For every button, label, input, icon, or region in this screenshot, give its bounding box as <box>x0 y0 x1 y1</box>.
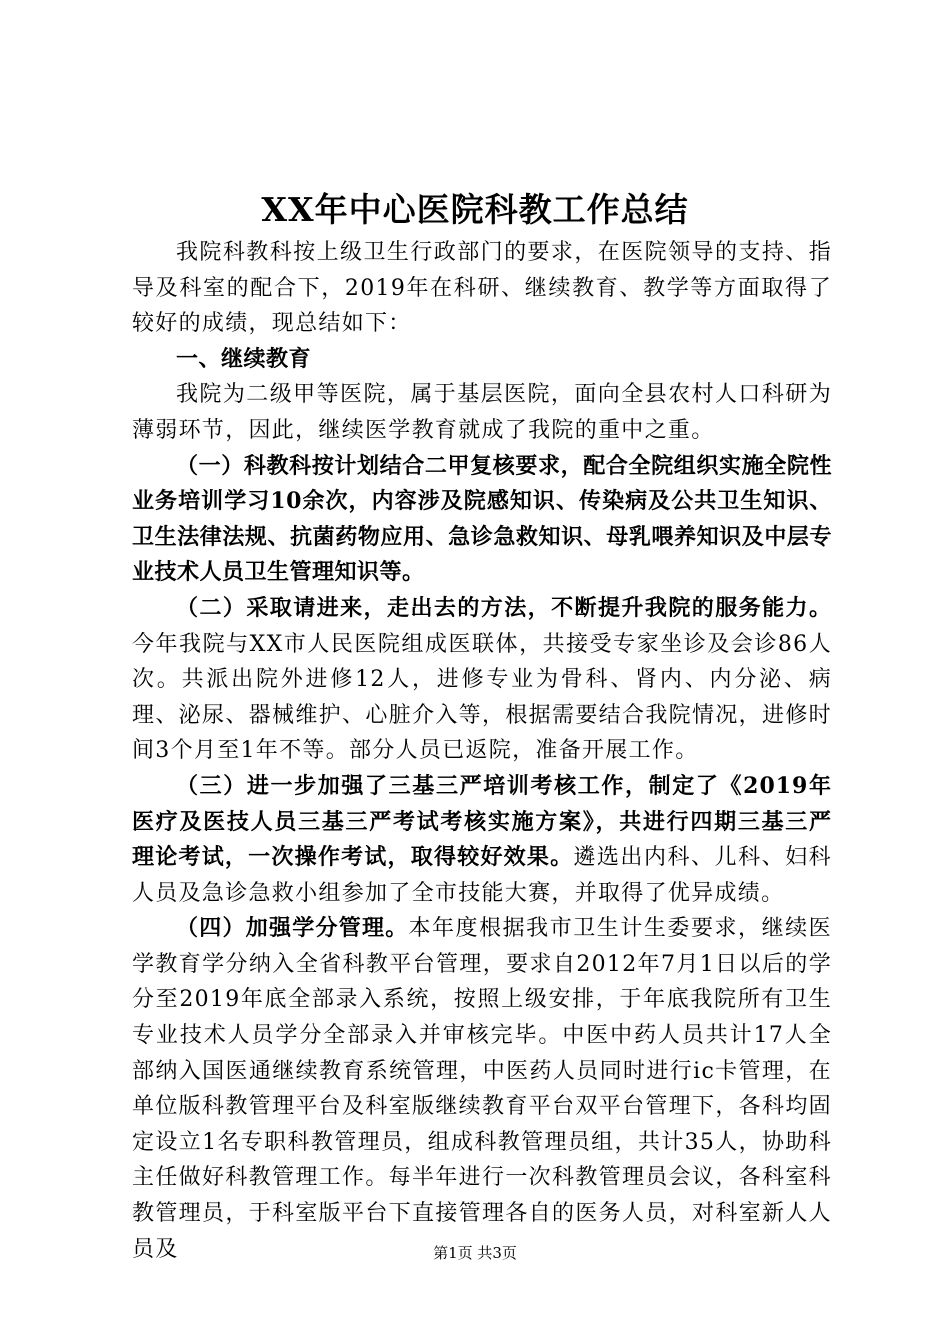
paragraph-item-1: （一）科教科按计划结合二甲复核要求，配合全院组织实施全院性业务培训学习10余次，内容涉及院感知识、传染病及公共卫生知识、卫生法律法规、抗菌药物应用、急诊急救知识、母乳喂养知识及中层专业技术人员卫生管理知识等。 <box>132 452 832 586</box>
paragraph-item-3-text: 遴选出内科、儿科、妇科人员及急诊急救小组参加了全市技能大赛，并取得了优异成绩。 <box>132 845 832 906</box>
paragraph-item-2-lead: （二）采取请进来，走出去的方法，不断提升我院的服务能力。 <box>176 594 832 621</box>
paragraph-item-3-lead: （三）进一步加强了三基三严培训考核工作，制定了《2019年医疗及医技人员三基三严考试考核实施方案》，共进行四期三基三严理论考试，一次操作考试，取得较好效果。 <box>132 772 832 871</box>
paragraph-item-4-text: 本年度根据我市卫生计生委要求，继续医学教育学分纳入全省科教平台管理，要求自2012年7月1日以后的学分至2019年底全部录入系统，按照上级安排，于年底我院所有卫生专业技术人员学分全部录入并审核完毕。中医中药人员共计17人全部纳入国医通继续教育系统管理，中医药人员同时进行ic卡管理，在单位版科教管理平台及科室版继续教育平台双平台管理下，各科均固定设立1名专职科教管理员，组成科教管理员组，共计35人，协助科主任做好科教管理工作。每半年进行一次科教管理员会议，各科室科教管理员，于科室版平台下直接管理各自的医务人员，对科室新人人员及 <box>132 916 832 1262</box>
paragraph-item-4 <box>132 911 832 1267</box>
document-body <box>132 235 832 1267</box>
document-title: XX年中心医院科教工作总结 <box>261 190 689 229</box>
section-heading-continuing-education: 一、继续教育 <box>176 345 312 372</box>
paragraph-item-2-text: 今年我院与XX市人民医院组成医联体，共接受专家坐诊及会诊86人次。共派出院外进修12人，进修专业为骨科、肾内、内分泌、病理、泌尿、器械维护、心脏介入等，根据需要结合我院情况，进修时间3个月至1年不等。部分人员已返院，准备开展工作。 <box>132 631 832 764</box>
paragraph-intro: 我院科教科按上级卫生行政部门的要求，在医院领导的支持、指导及科室的配合下，2019年在科研、继续教育、教学等方面取得了较好的成绩，现总结如下： <box>132 240 832 337</box>
paragraph-hospital-overview: 我院为二级甲等医院，属于基层医院，面向全县农村人口科研为薄弱环节，因此，继续医学教育就成了我院的重中之重。 <box>132 382 832 443</box>
paragraph-item-2 <box>132 591 832 769</box>
paragraph-item-3 <box>132 769 832 911</box>
page-footer: 第1页 共3页 <box>433 1244 517 1262</box>
paragraph-item-4-lead: （四）加强学分管理。 <box>176 915 409 942</box>
